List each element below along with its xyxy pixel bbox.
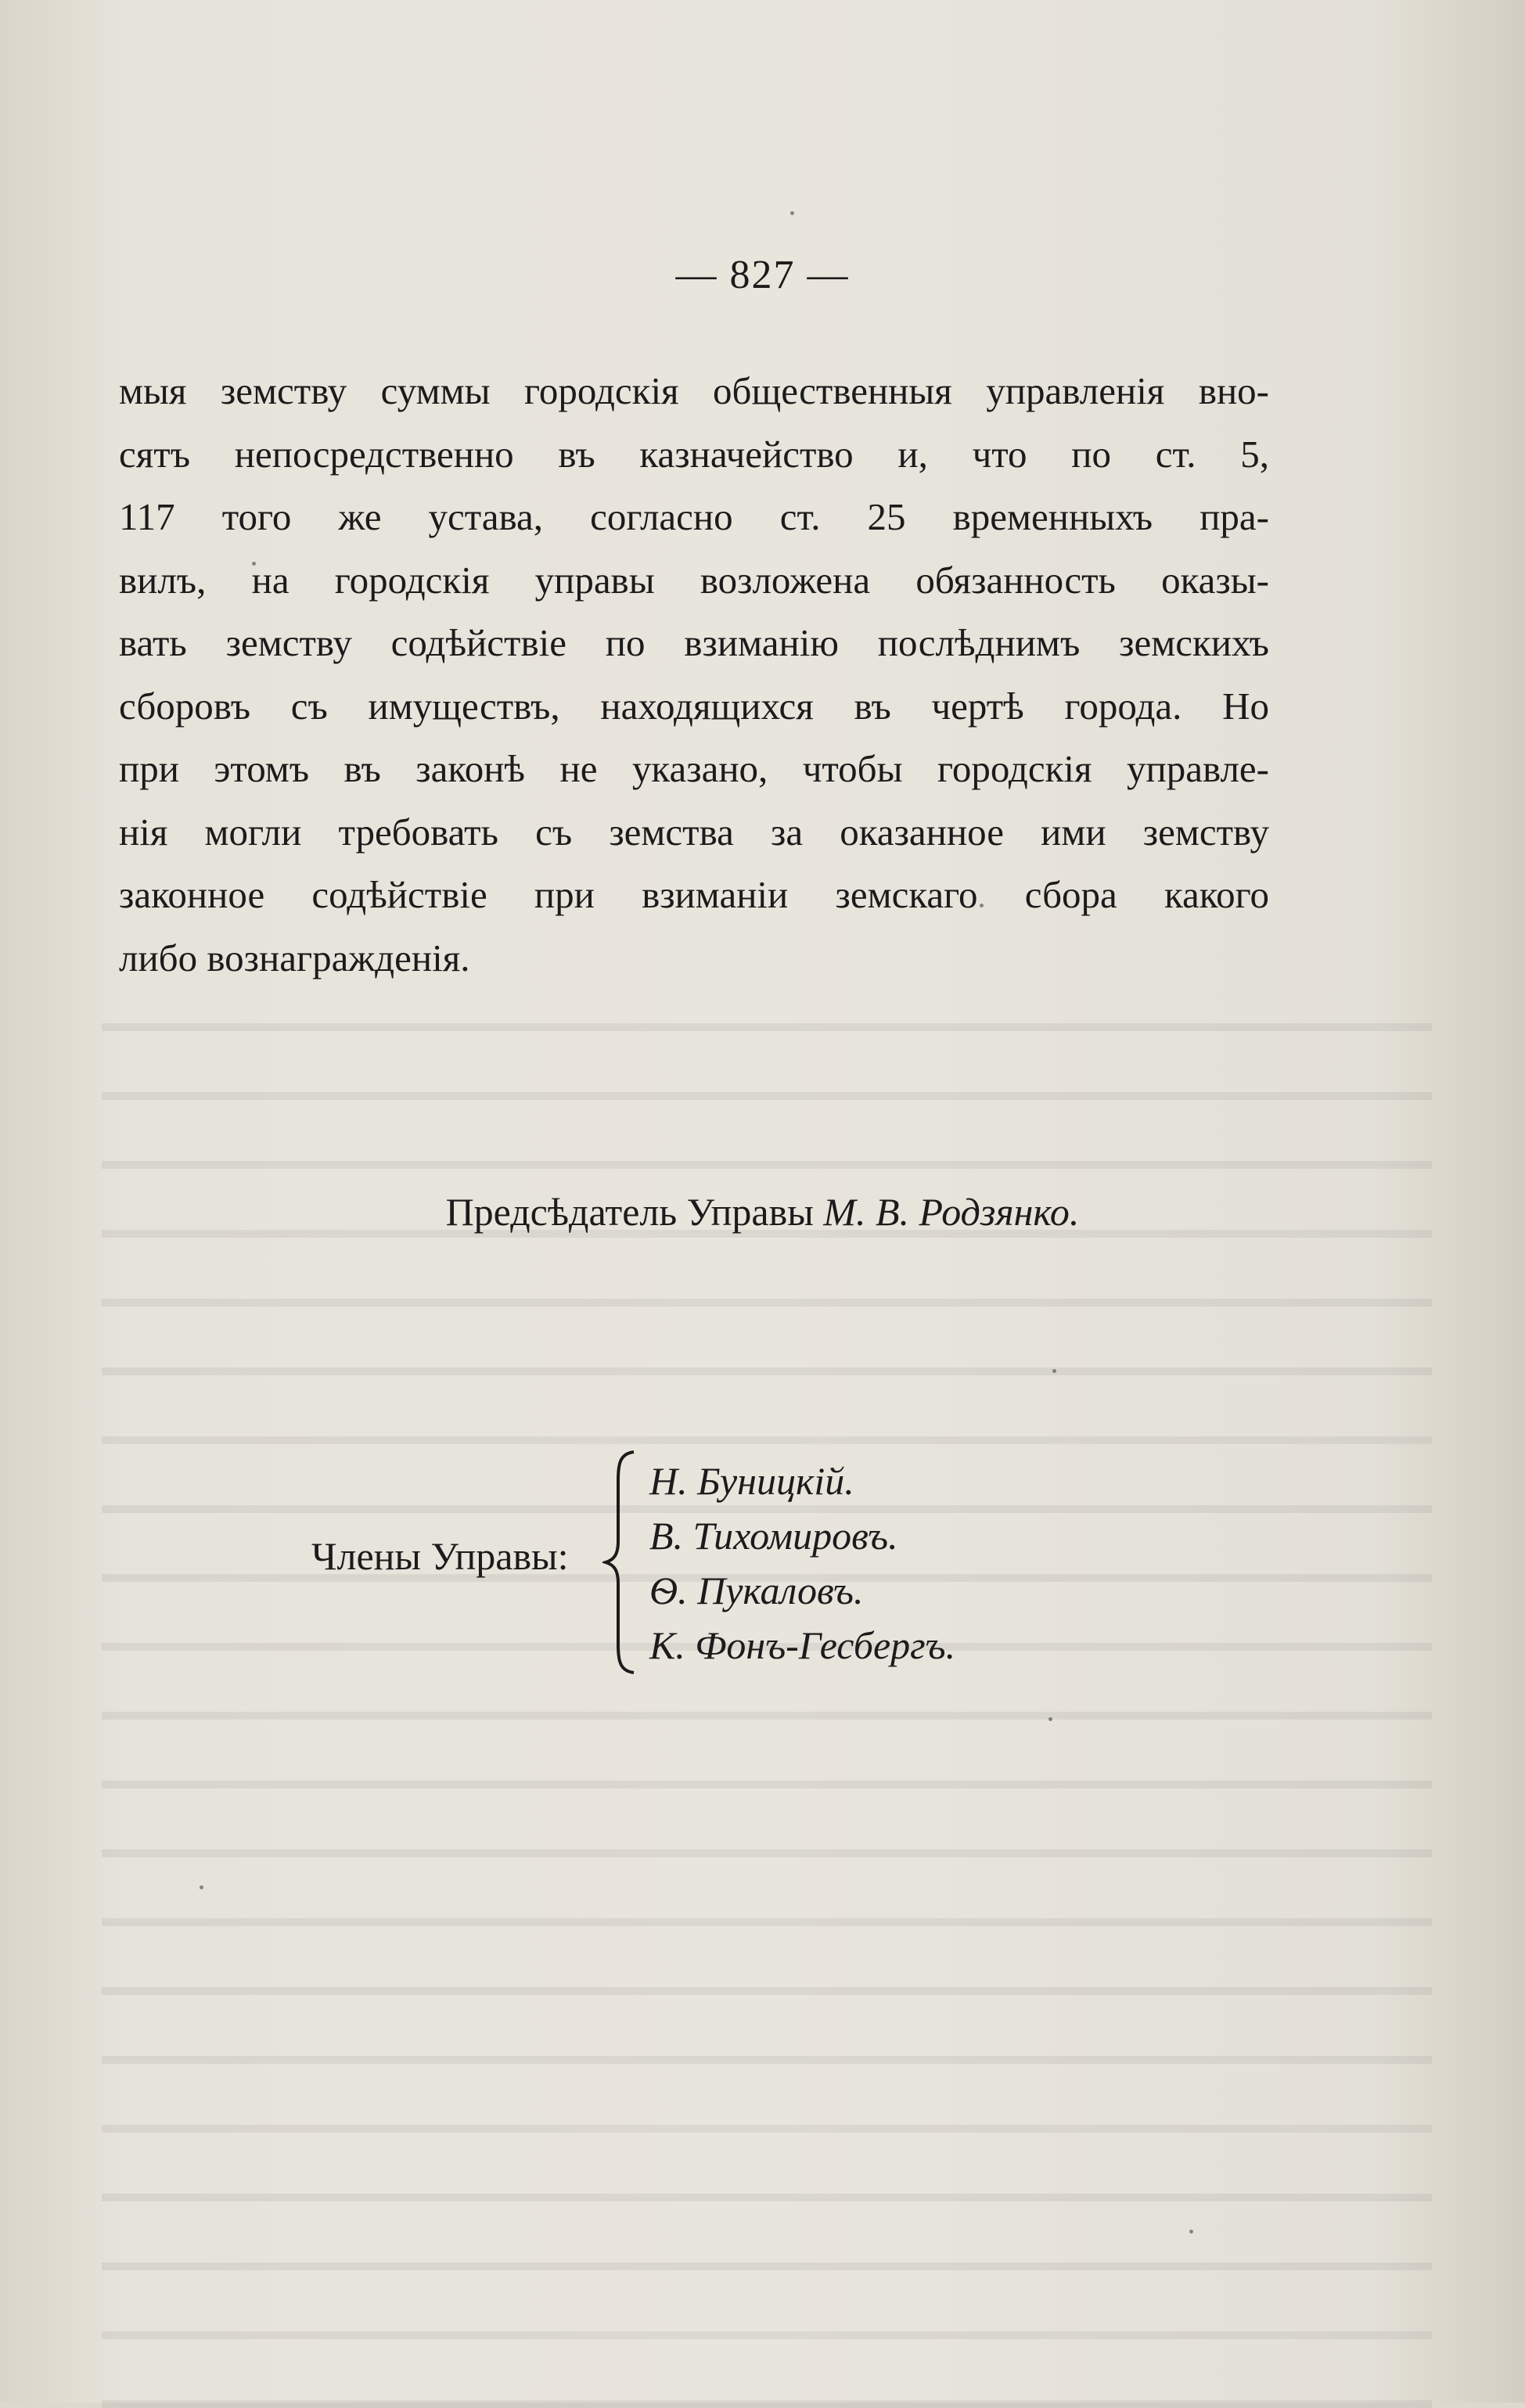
paragraph-line: вать земству содѣйствіе по взиманію послѣднимъ земскихъ [119,621,1269,664]
member-name: Н. Буницкій. [649,1459,854,1503]
chairman-name: М. В. Родзянко. [823,1190,1080,1234]
member-name: В. Тихомировъ. [649,1514,898,1558]
paragraph-line: сборовъ съ имуществъ, находящихся въ чертѣ города. Но [119,684,1269,728]
page-number: — 827 — [675,253,850,297]
paragraph-line: мыя земству суммы городскія общественныя управленія вно- [119,369,1269,412]
member-name: К. Фонъ-Гесбергъ. [649,1623,956,1667]
curly-brace [602,1449,642,1676]
paragraph-line: 117 того же устава, согласно ст. 25 временныхъ пра- [119,495,1269,538]
paragraph-line: при этомъ въ законѣ не указано, чтобы городскія управле- [119,747,1269,790]
chairman-signature [0,1189,1525,1235]
chairman-title: Предсѣдатель Управы [445,1190,814,1234]
paragraph-line: вилъ, на городскія управы возложена обязанность оказы- [119,558,1269,602]
paragraph-line: законное содѣйствіе при взиманіи земскаго сбора какого [119,873,1269,916]
members-label: Члены Управы: [311,1534,569,1578]
paragraph-line: либо вознагражденія. [119,936,470,979]
members-list [649,1454,955,1673]
paragraph-line: нія могли требовать съ земства за оказанное ими земству [119,810,1269,854]
body-paragraph [119,360,1269,990]
paragraph-line: сятъ непосредственно въ казначейство и, что по ст. 5, [119,432,1269,476]
member-name: Ѳ. Пукаловъ. [649,1569,864,1612]
